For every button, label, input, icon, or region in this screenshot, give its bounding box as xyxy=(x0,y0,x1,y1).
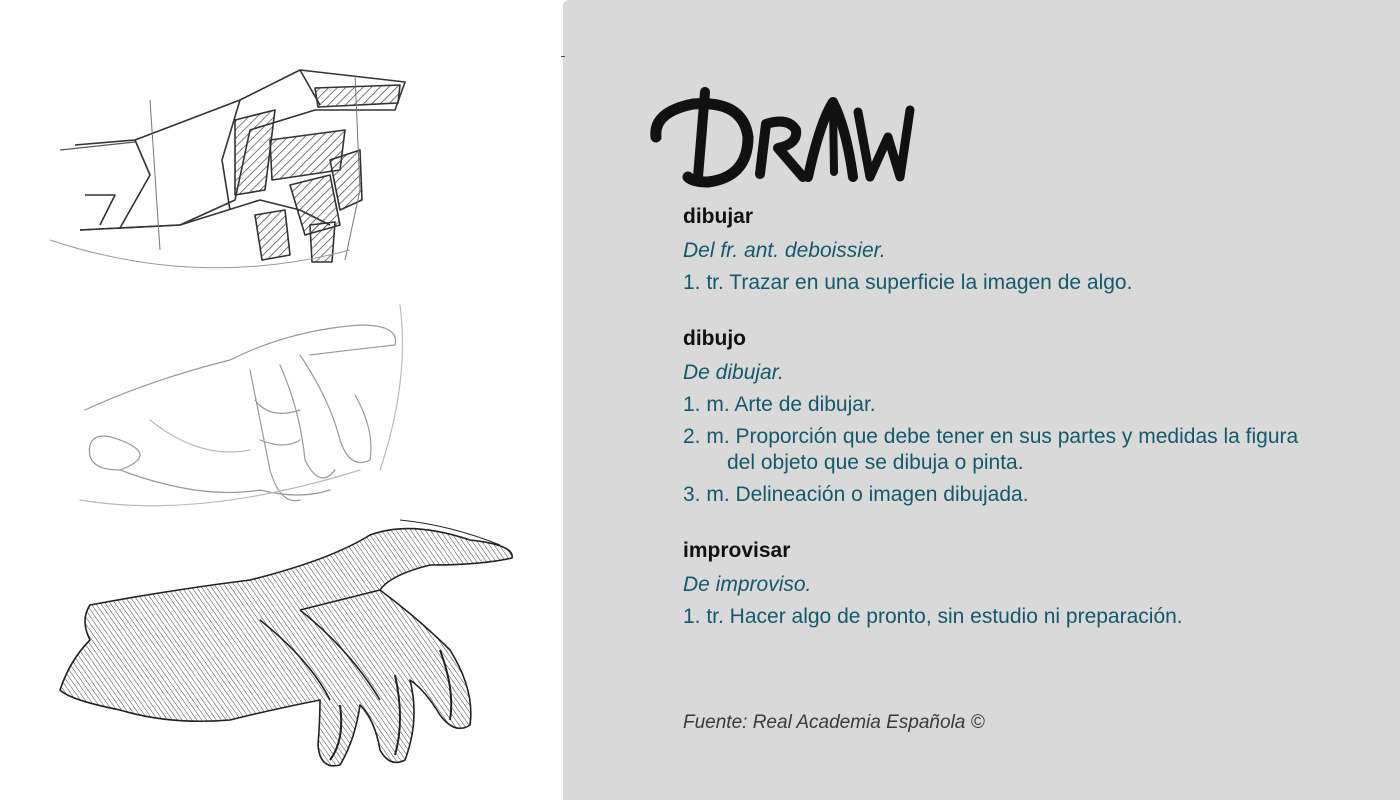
accent-tick xyxy=(561,56,565,57)
gesture-hand-sketch xyxy=(80,305,403,506)
entry-sense: 1. tr. Trazar en una superficie la imagen de algo. xyxy=(683,271,1133,294)
entry-etymology: De dibujar. xyxy=(683,361,784,384)
entry-headword: dibujo xyxy=(683,327,746,350)
construction-hand-sketch xyxy=(50,70,405,268)
entry-sense: 3. m. Delineación o imagen dibujada. xyxy=(683,483,1029,506)
entry-headword: improvisar xyxy=(683,539,791,562)
entry-headword: dibujar xyxy=(683,205,754,228)
draw-logo xyxy=(648,82,918,197)
entry-sense: 1. m. Arte de dibujar. xyxy=(683,393,876,416)
draw-logo-icon xyxy=(648,82,918,192)
source-credit: Fuente: Real Academia Española © xyxy=(683,712,985,733)
shaded-hand-sketch xyxy=(60,520,512,766)
entry-dibujo xyxy=(683,326,1323,508)
entry-improvisar xyxy=(683,538,1323,630)
dictionary-entries xyxy=(683,204,1323,660)
entry-sense: 1. tr. Hacer algo de pronto, sin estudio ni preparación. xyxy=(683,605,1183,628)
hand-sketches-illustration xyxy=(0,0,563,800)
entry-dibujar xyxy=(683,204,1323,296)
entry-etymology: Del fr. ant. deboissier. xyxy=(683,239,886,262)
entry-sense: 2. m. Proporción que debe tener en sus partes y medidas la figura del objeto que se dibuja o pinta. xyxy=(683,425,1299,474)
hand-sketches-icon xyxy=(0,0,563,800)
entry-etymology: De improviso. xyxy=(683,573,812,596)
